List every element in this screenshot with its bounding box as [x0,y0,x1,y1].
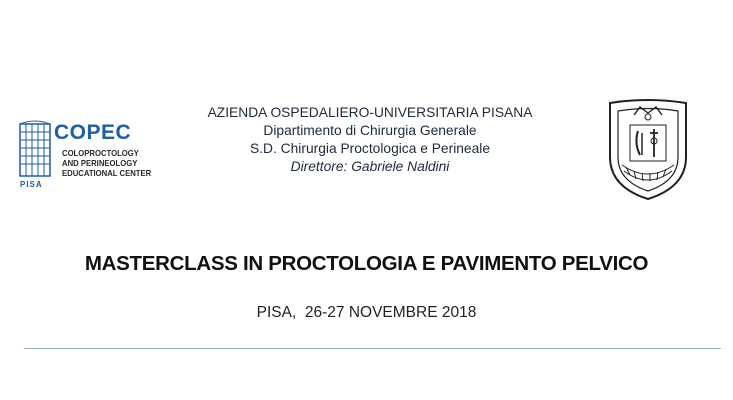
unit-name: S.D. Chirurgia Proctologica e Perineale [249,141,491,156]
divider [24,348,721,349]
logo-name: COPEC [54,121,132,144]
event-location-date: PISA, 26-27 NOVEMBRE 2018 [256,304,477,321]
director-line: Direttore: Gabriele Naldini [290,159,450,174]
department-name: Dipartimento di Chirurgia Generale [263,123,477,138]
university-seal-icon [600,95,696,203]
logo-subtitle-line: AND PERINEOLOGY [62,158,138,168]
building-icon [18,120,58,180]
event-title: MASTERCLASS IN PROCTOLOGIA E PAVIMENTO PELVICO [84,252,649,275]
logo-subtitle [62,148,151,178]
logo-subtitle-line: EDUCATIONAL CENTER [62,168,152,178]
logo-subtitle-line: COLOPROCTOLOGY [62,148,139,158]
copec-logo [18,118,170,190]
logo-city: PISA [20,180,43,189]
institution-header [180,104,560,176]
hospital-name: AZIENDA OSPEDALIERO-UNIVERSITARIA PISANA [207,105,533,120]
